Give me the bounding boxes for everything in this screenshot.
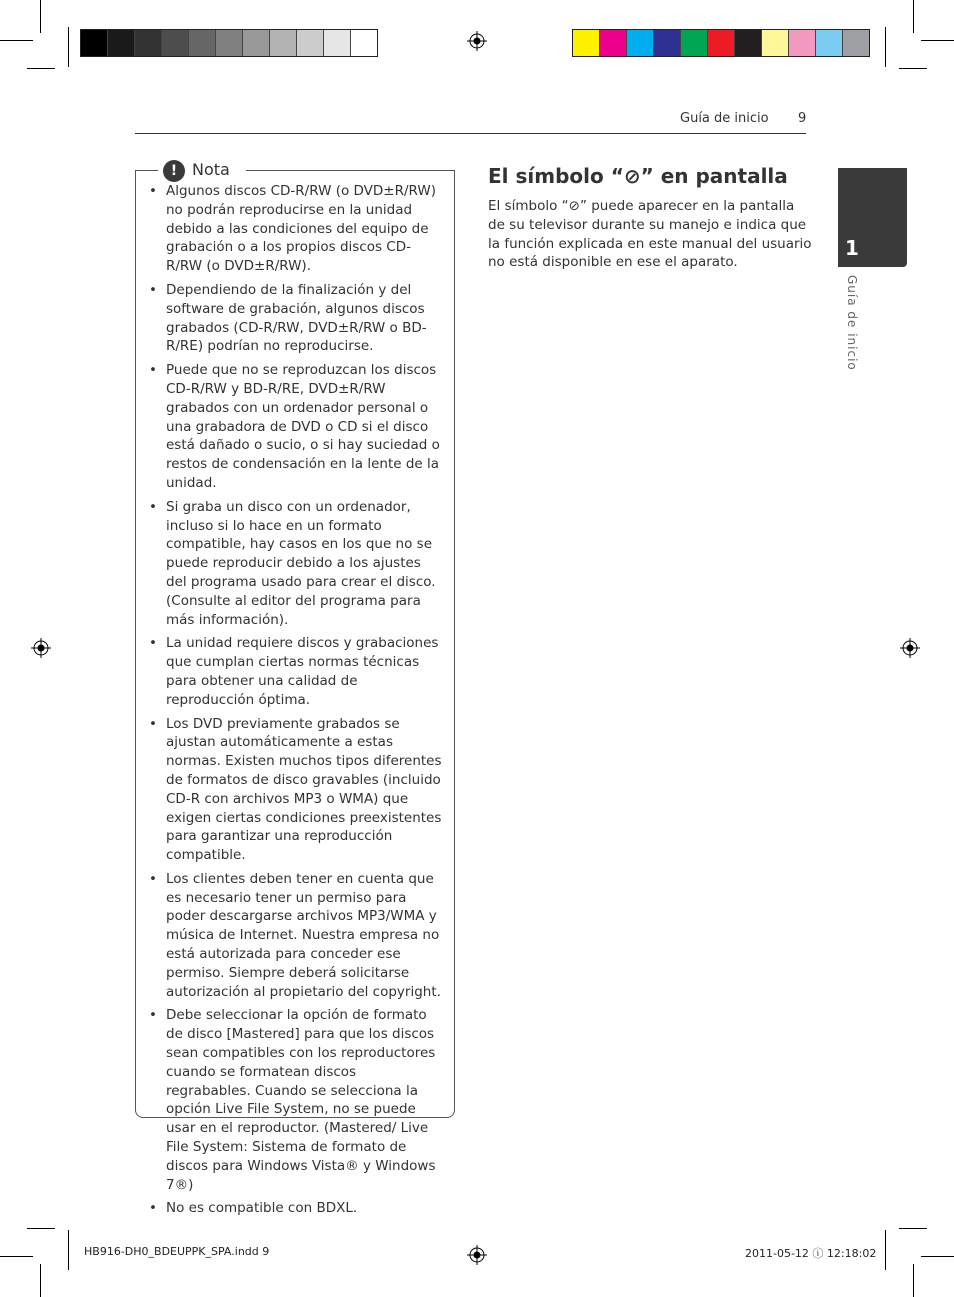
calibration-swatch [324, 30, 351, 56]
calibration-swatch [297, 30, 324, 56]
calibration-swatch [681, 30, 708, 56]
registration-mark-icon [467, 31, 487, 51]
calibration-swatch [351, 30, 377, 56]
crop-mark [40, 0, 41, 33]
header-rule [135, 133, 806, 134]
calibration-swatch [216, 30, 243, 56]
crop-mark [899, 1228, 927, 1229]
crop-mark [913, 1264, 914, 1297]
running-header-section: Guía de inicio [680, 111, 769, 126]
calibration-swatch [600, 30, 627, 56]
calibration-swatch [243, 30, 270, 56]
calibration-swatch [627, 30, 654, 56]
chapter-side-label: Guía de inicio [845, 275, 859, 371]
crop-mark [899, 68, 927, 69]
list-item: • Algunos discos CD-R/RW (o DVD±R/RW) no podrán reproducirse en la unidad debido a las condiciones del equipo de grabación o a los propios discos CD-R/RW (o DVD±R/RW). [148, 182, 443, 276]
crop-mark [921, 40, 954, 41]
crop-mark [913, 0, 914, 33]
registration-mark-icon [467, 1245, 487, 1265]
calibration-swatch [735, 30, 762, 56]
page-number: 9 [798, 111, 807, 126]
crop-mark [27, 1228, 55, 1229]
crop-mark [885, 27, 886, 67]
crop-mark [885, 1230, 886, 1270]
list-item: • Debe seleccionar la opción de formato de disco [Mastered] para que los discos sean compatibles con los reproductores cuando se formatean discos regrabables. Cuando se selecciona la opción Live File System, no se puede usar en el reproductor. (Mastered/ Live File System: Sistema de formato de discos para Windows Vista® y Windows 7®) [148, 1006, 443, 1194]
crop-mark [68, 27, 69, 67]
note-box-border [246, 170, 454, 171]
registration-mark-icon [31, 638, 51, 658]
section-body: El símbolo “⊘” puede aparecer en la pantalla de su televisor durante su manejo e indica que la función explicada en este manual del usuario no está disponible en ese el aparato. [488, 198, 812, 271]
calibration-swatch [108, 30, 135, 56]
calibration-swatch [270, 30, 297, 56]
crop-mark [40, 1264, 41, 1297]
list-item: • No es compatible con BDXL. [148, 1199, 443, 1218]
calibration-swatch [189, 30, 216, 56]
list-item: • Puede que no se reproduzcan los discos CD-R/RW y BD-R/RE, DVD±R/RW grabados con un ordenador personal o una grabadora de DVD o CD si el disco está dañado o sucio, o si hay suciedad o restos de condensación en la lente de la unidad. [148, 361, 443, 493]
crop-mark [0, 1256, 33, 1257]
registration-mark-icon [900, 638, 920, 658]
note-box-border [135, 170, 158, 171]
note-list [148, 182, 443, 1223]
list-item: • Si graba un disco con un ordenador, incluso si lo hace en un formato compatible, hay casos en los que no se puede reproducir debido a los ajustes del programa usado para crear el disco. (Consulte al editor del programa para más información). [148, 498, 443, 630]
calibration-swatch [162, 30, 189, 56]
list-item: • La unidad requiere discos y grabaciones que cumplan ciertas normas técnicas para obtener una calidad de reproducción óptima. [148, 634, 443, 709]
list-item: • Dependiendo de la finalización y del software de grabación, algunos discos grabados (CD-R/RW, DVD±R/RW o BD-R/RE) podrían no reproducirse. [148, 281, 443, 356]
calibration-swatch [816, 30, 843, 56]
calibration-swatch [843, 30, 869, 56]
calibration-swatch [135, 30, 162, 56]
crop-mark [68, 1230, 69, 1270]
chapter-number: 1 [845, 236, 859, 260]
calibration-swatch [654, 30, 681, 56]
list-item: • Los DVD previamente grabados se ajustan automáticamente a estas normas. Existen muchos tipos diferentes de formatos de disco gravables (incluido CD-R con archivos MP3 o WMA) que exigen ciertas condiciones preexistentes para garantizar una reproducción compatible. [148, 715, 443, 865]
gray-calibration-bar [80, 29, 378, 57]
list-item: • Los clientes deben tener en cuenta que es necesario tener un permiso para poder descargarse archivos MP3/WMA y música de Internet. Nuestra empresa no está autorizada para conceder ese permiso. Siempre deberá solicitarse autorización al propietario del copyright. [148, 870, 443, 1002]
crop-mark [921, 1256, 954, 1257]
color-calibration-bar [572, 29, 870, 57]
calibration-swatch [789, 30, 816, 56]
crop-mark [0, 40, 33, 41]
footer-date-info: 2011-05-12 ⓘ 12:18:02 [745, 1247, 877, 1260]
footer-file-info: HB916-DH0_BDEUPPK_SPA.indd 9 [84, 1245, 270, 1258]
calibration-swatch [81, 30, 108, 56]
calibration-swatch [573, 30, 600, 56]
calibration-swatch [708, 30, 735, 56]
section-title: El símbolo “⊘” en pantalla [488, 164, 788, 188]
crop-mark [27, 68, 55, 69]
exclamation-icon: ! [163, 160, 185, 182]
calibration-swatch [762, 30, 789, 56]
note-title: Nota [192, 160, 230, 179]
